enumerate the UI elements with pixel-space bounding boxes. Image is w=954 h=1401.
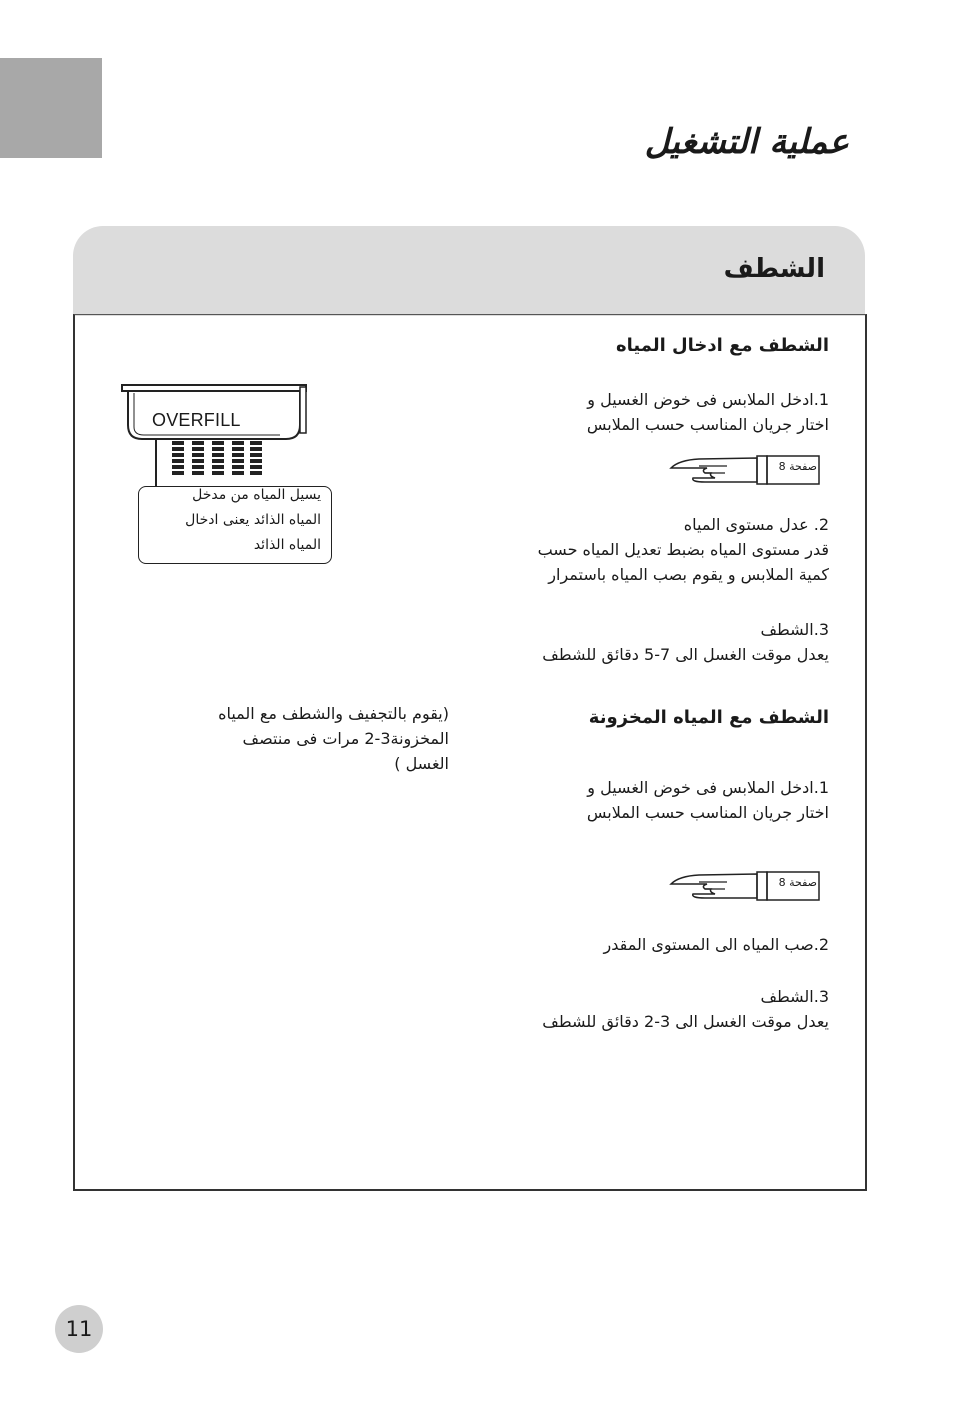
side-note-line3: الغسل )	[394, 754, 449, 773]
page-number: 11	[55, 1305, 103, 1353]
stored-step1-line2: اختار جريان المناسب حسب الملابس	[586, 803, 829, 822]
overfill-note-text	[185, 483, 321, 558]
inlet-step1-line1: 1.ادخل الملابس فى خوض الغسيل و	[587, 390, 829, 409]
page-reference-label: صفحة 8	[778, 876, 817, 889]
stored-step2: 2.صب المياه الى المستوى المقدر	[603, 935, 829, 954]
overfill-label: OVERFILL	[152, 410, 241, 430]
section-title: الشطف	[723, 254, 825, 284]
page-reference-label: صفحة 8	[778, 460, 817, 473]
stored-step3-line1: 3.الشطف	[760, 987, 829, 1006]
inlet-step3-line1: 3.الشطف	[760, 620, 829, 639]
section-header	[73, 226, 865, 316]
sink-drawing	[120, 383, 334, 493]
overfill-illustration	[120, 383, 334, 565]
stored-step3-line2: يعدل موقت الغسل الى 3-2 دقائق للشطف	[542, 1012, 829, 1031]
inlet-step2-line1: 2. عدل مستوى المياه	[683, 515, 829, 534]
side-note-line2: المخزونة3-2 مرات فى منتصف	[242, 729, 449, 748]
bubble-line1: يسيل المياه من مدخل	[192, 487, 321, 503]
chapter-tab-marker	[0, 58, 102, 158]
inlet-step2-line2: قدر مستوى المياه بضبط تعديل المياه حسب	[537, 540, 829, 559]
inlet-step1	[587, 387, 829, 437]
page-reference-1	[669, 452, 821, 486]
inlet-step1-line2: اختار جريان المناسب حسب الملابس	[586, 415, 829, 434]
side-note-line1: (يقوم بالتجفيف والشطف مع المياه	[218, 704, 449, 723]
stored-step1	[587, 775, 829, 825]
inlet-step2	[538, 512, 829, 587]
with-stored-water-title: الشطف مع المياه المخزونة	[588, 707, 829, 728]
side-note	[218, 701, 449, 776]
stored-step3	[542, 984, 829, 1034]
page-reference-2	[669, 868, 821, 902]
page-heading: عملية التشغيل	[644, 122, 849, 162]
inlet-step3	[542, 617, 829, 667]
inlet-step2-line3: كمية الملابس و يقوم بصب المياه باستمرار	[548, 565, 829, 584]
overfill-note-bubble	[138, 486, 332, 564]
inlet-step3-line2: يعدل موقت الغسل الى 7-5 دقائق للشطف	[542, 645, 829, 664]
stored-step1-line1: 1.ادخل الملابس فى خوض الغسيل و	[587, 778, 829, 797]
bubble-line3: المياه الذائد	[253, 537, 321, 553]
with-water-inlet-title: الشطف مع ادخال المياه	[616, 335, 829, 356]
bubble-line2: المياه الذائد يعنى ادخال	[185, 512, 321, 528]
